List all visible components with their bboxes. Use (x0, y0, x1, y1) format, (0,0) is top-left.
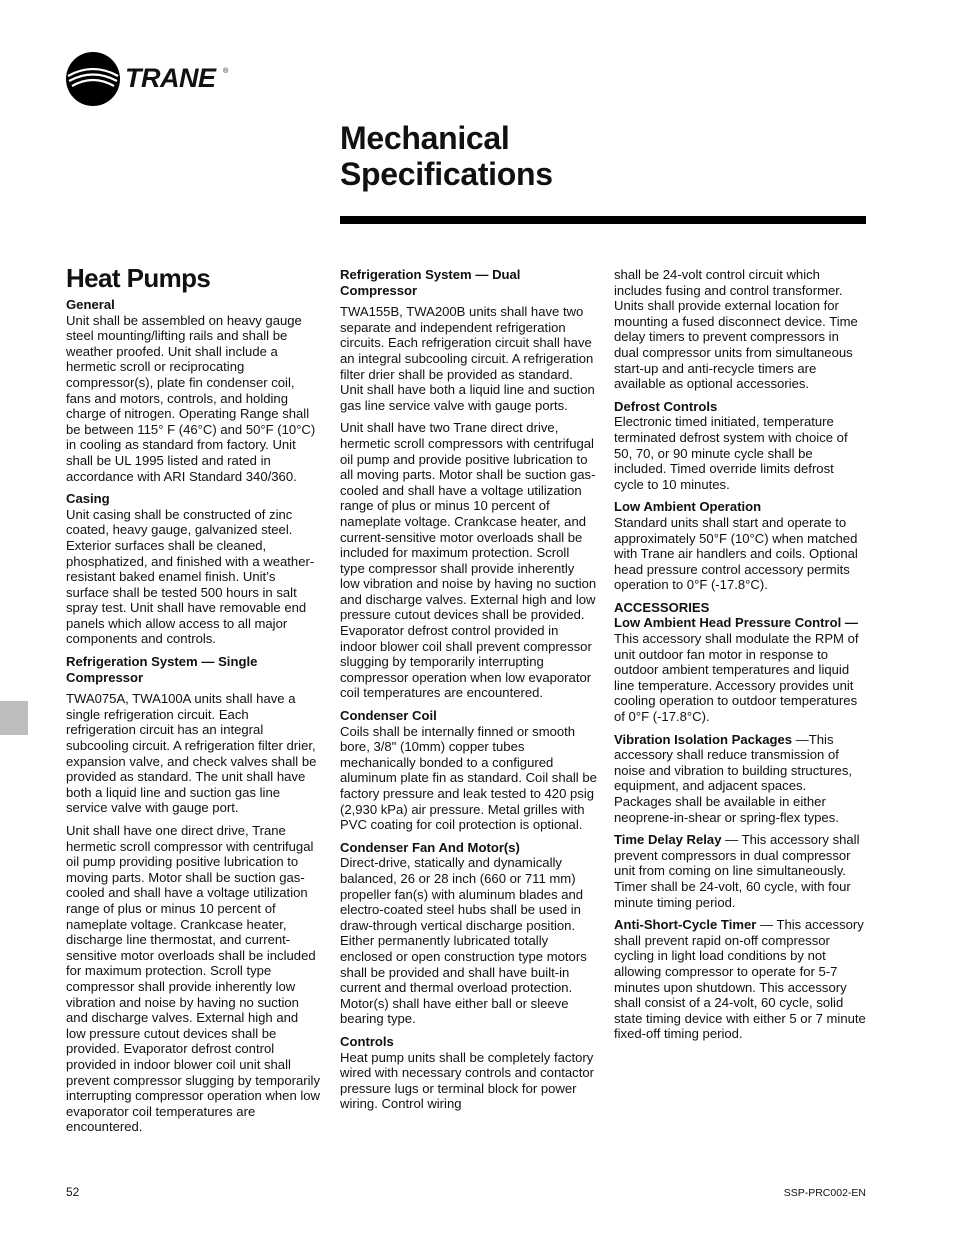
general-heading: General (66, 297, 115, 312)
time-delay-heading: Time Delay Relay (614, 832, 722, 848)
casing-heading: Casing (66, 491, 110, 507)
low-ambient-text: Standard units shall start and operate to approximately 50°F (10°C) when matched with Trane air handlers and coils. Optional head pressure control accessory permits operation to 0°F (-17.8°C). (614, 514, 858, 593)
low-ambient-block (614, 499, 866, 593)
page-number: 52 (66, 1185, 80, 1199)
defrost-block (614, 399, 866, 493)
controls-heading: Controls (340, 1033, 394, 1049)
defrost-text: Electronic timed initiated, temperature terminated defrost system with choice of 50, 70, or 90 minute cycle shall be included. Timed override limits defrost cycle to 10 minutes. (614, 414, 848, 492)
time-delay-item (614, 832, 866, 910)
casing-text: Unit casing shall be constructed of zinc coated, heavy gauge, galvanized steel. Exterior surfaces shall be cleaned, phosphatized, and finished with a weather-resistant baked enamel finish. Unit’s surface shall be tested 500 hours in salt spray test. Unit shall have removable end panels which allow access to all major components and controls. (66, 506, 315, 647)
vibration-isolation-item (614, 732, 866, 826)
page-title-line2: Specifications (340, 156, 553, 192)
dual-compressor-heading: Refrigeration System — Dual Compressor (340, 267, 521, 298)
low-ambient-heading: Low Ambient Operation (614, 499, 762, 515)
casing-block (66, 491, 321, 647)
general-text: Unit shall be assembled on heavy gauge steel mounting/lifting rails and shall be weather proofed. Unit shall include a hermetic scroll or reciprocating compressor(s), plate fin condenser coil, fans and motors, controls, and holding charge of nitrogen. Operating Range shall be between 115° F (46°C) and 50°F (10°C) in cooling as standard from factory. Unit shall be UL 1995 listed and rated in accordance with ARI Standard 340/360. (66, 312, 316, 484)
controls-text-continued: shall be 24-volt control circuit which includes fusing and control transformer. Units shall provide external location for mounting a fused disconnect device. Time delay timers to prevent compressors in dual compressor units from simultaneous start-up and anti-recycle timers are available as optional accessories. (614, 267, 858, 392)
dual-compressor-text-2: Unit shall have two Trane direct drive, hermetic scroll compressors with centrifugal oil pump and provide positive lubrication to all moving parts. Motor shall be suction gas-cooled and shall have a voltage utilization range of plus or minus 10 percent of nameplate voltage. Crankcase heater, and current-sensitive motor overloads shall be included for maximum protection. Scroll type compressor shall provide inherently low vibration and noise by having no suction and discharge valves. External high and low pressure cutout devices shall be provided. Evaporator defrost control provided in indoor blower coil shall prevent compressor slugging by temporarily interrupting compressor operation when low evaporator coil temperatures are encountered. (340, 420, 597, 701)
document-code: SSP-PRC002-EN (783, 1187, 866, 1199)
brand-name: TRANE (125, 63, 216, 93)
column-middle (340, 267, 597, 1119)
section-title: Heat Pumps (66, 263, 211, 293)
condenser-fan-heading: Condenser Fan And Motor(s) (340, 839, 520, 855)
title-rule (340, 216, 866, 224)
accessories-block (614, 600, 866, 725)
head-pressure-text: This accessory shall modulate the RPM of unit outdoor fan motor in response to outdoor ambient temperatures and liquid line temperature. Accessory provides unit cooling operation to outdoor temperatures of 0°F (-17.8°C). (614, 631, 859, 725)
vibration-isolation-heading: Vibration Isolation Packages (614, 731, 793, 747)
condenser-coil-heading: Condenser Coil (340, 708, 437, 724)
trane-logo (66, 52, 236, 108)
column-right (614, 267, 866, 1049)
anti-short-cycle-heading: Anti-Short-Cycle Timer (614, 917, 757, 933)
controls-block (340, 1034, 597, 1112)
page-title-line1: Mechanical (340, 120, 510, 156)
time-delay-text: — This accessory shall prevent compressors in dual compressor unit from coming on line simultaneously. Timer shall be 24-volt, 60 cycle, with four minute timing period. (614, 832, 860, 910)
vibration-isolation-text: —This accessory shall reduce transmission of noise and vibration to building structures, equipment, and adjacent spaces. Packages shall be available in either neoprene-in-shear or spring-flex types. (614, 731, 853, 825)
condenser-fan-block (340, 840, 597, 1027)
section-tab-marker (0, 701, 28, 735)
column-left (66, 263, 321, 1142)
head-pressure-heading: Low Ambient Head Pressure Control — (614, 615, 858, 631)
accessories-heading: ACCESSORIES (614, 599, 710, 615)
condenser-coil-block (340, 708, 597, 833)
condenser-fan-text: Direct-drive, statically and dynamically balanced, 26 or 28 inch (660 or 711 mm) propeller fan(s) with aluminum blades and electro-coated steel hubs shall be used in draw-through vertical discharge position. Either permanently lubricated totally enclosed or open construction type motors shall be provided and shall have built-in current and thermal overload protection. Motor(s) shall have either ball or sleeve bearing type. (340, 855, 587, 1027)
general-block (66, 297, 321, 484)
anti-short-cycle-text: — This accessory shall prevent rapid on-off compressor cycling in light load conditions by not allowing compressor to operate for 5-7 minutes upon shutdown. This accessory shall consist of a 24-volt, 60 cycle, solid state timing device with either 5 or 7 minute fixed-off timing period. (614, 917, 866, 1042)
trane-logo-mark-icon (66, 52, 120, 106)
single-compressor-text-2: Unit shall have one direct drive, Trane hermetic scroll compressor with centrifugal oil pump providing positive lubrication to moving parts. Motor shall be suction gas-cooled and shall have a voltage utilization range of plus or minus 10 percent of nameplate voltage. Crankcase heater, discharge line thermostat, and current-sensitive motor overloads shall be included for maximum protection. Scroll type compressor shall provide inherently low vibration and noise by having no suction and discharge valves. External high and low pressure cutout devices shall be provided. Evaporator defrost control provided in indoor blower coil unit shall prevent compressor slugging by temporarily interrupting compressor operation when low evaporator coil temperatures are encountered. (66, 823, 321, 1135)
page-title (340, 120, 553, 192)
condenser-coil-text: Coils shall be internally finned or smooth bore, 3/8" (10mm) copper tubes mechanically bonded to a configured aluminum plate fin as standard. Coil shall be factory pressure and leak tested to 420 psig (2,930 kPa) air pressure. Metal grilles with PVC coating for coil protection is optional. (340, 723, 597, 833)
anti-short-cycle-item (614, 917, 866, 1042)
single-compressor-heading: Refrigeration System — Single Compressor (66, 654, 258, 685)
controls-text: Heat pump units shall be completely factory wired with necessary controls and contactor pressure lugs or terminal block for power wiring. Control wiring (340, 1049, 594, 1112)
dual-compressor-text-1: TWA155B, TWA200B units shall have two separate and independent refrigeration circuits. Each refrigeration circuit shall have an integral subcooling circuit. A refrigeration filter drier shall be provided as standard. Unit shall have both a liquid line and suction gas line service valve with gauge ports. (340, 304, 595, 413)
registered-mark: ® (223, 68, 229, 75)
single-compressor-text-1: TWA075A, TWA100A units shall have a single refrigeration circuit. Each refrigeration circuit has an integral subcooling circuit. A refrigeration filter drier, expansion valve, and check valves shall be provided as standard. The unit shall have both a liquid line and suction gas line service valve with gauge port. (66, 691, 317, 816)
defrost-heading: Defrost Controls (614, 398, 718, 414)
